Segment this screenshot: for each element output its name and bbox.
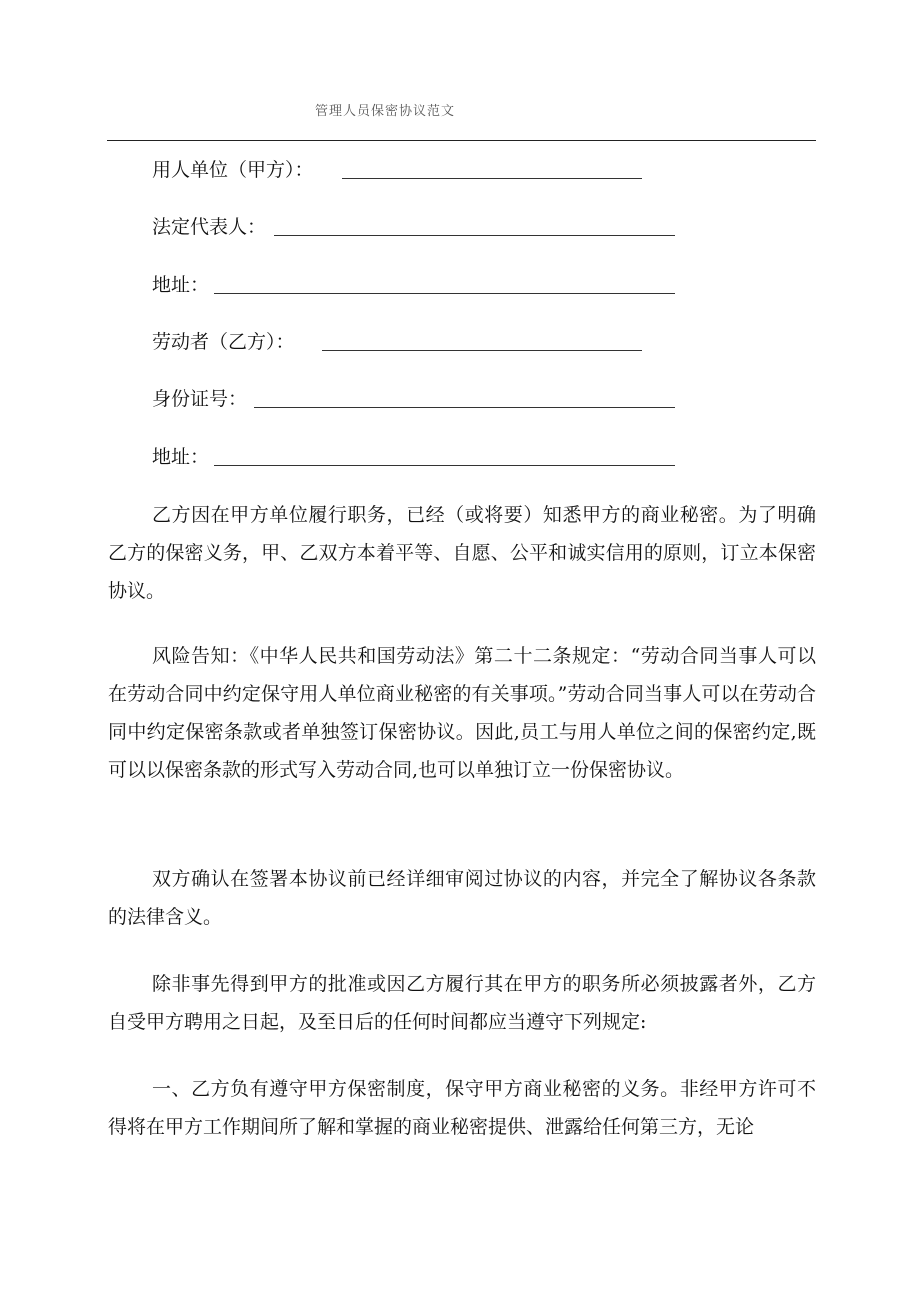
employee-address-blank-line bbox=[214, 465, 675, 466]
employer-blank-line bbox=[342, 178, 642, 179]
id-number-label: 身份证号： bbox=[152, 388, 248, 410]
legal-rep-label: 法定代表人： bbox=[152, 216, 267, 238]
page-header-title: 管理人员保密协议范文 bbox=[315, 104, 456, 119]
employee-address-label: 地址： bbox=[152, 446, 210, 468]
employer-address-blank-line bbox=[214, 293, 675, 294]
paragraph-risk-notice: 风险告知：《中华人民共和国劳动法》第二十二条规定：“劳动合同当事人可以在劳动合同中约定保守用人单位商业秘密的有关事项。”劳动合同当事人可以在劳动合同中约定保密条款或者单独签订保密协议。因此,员工与用人单位之间的保密约定,既可以以保密条款的形式写入劳动合同,也可以单独订立一份保密协议。 bbox=[108, 645, 816, 781]
employer-address-label: 地址： bbox=[152, 274, 210, 296]
header-divider bbox=[107, 140, 816, 141]
employer-label: 用人单位（甲方）： bbox=[152, 159, 314, 181]
id-number-blank-line bbox=[254, 407, 675, 408]
paragraph-confirmation: 双方确认在签署本协议前已经详细审阅过协议的内容，并完全了解协议各条款的法律含义。 bbox=[108, 868, 816, 928]
employee-label: 劳动者（乙方）： bbox=[152, 331, 295, 353]
paragraph-purpose: 乙方因在甲方单位履行职务，已经（或将要）知悉甲方的商业秘密。为了明确乙方的保密义务，甲、乙双方本着平等、自愿、公平和诚实信用的原则，订立本保密协议。 bbox=[108, 504, 816, 602]
legal-rep-blank-line bbox=[274, 235, 675, 236]
paragraph-clause-one: 一、乙方负有遵守甲方保密制度，保守甲方商业秘密的义务。非经甲方许可不得将在甲方工作期间所了解和掌握的商业秘密提供、泄露给任何第三方，无论 bbox=[108, 1078, 816, 1138]
paragraph-obligations-intro: 除非事先得到甲方的批准或因乙方履行其在甲方的职务所必须披露者外，乙方自受甲方聘用之日起，及至日后的任何时间都应当遵守下列规定: bbox=[108, 973, 816, 1033]
employee-blank-line bbox=[322, 350, 642, 351]
